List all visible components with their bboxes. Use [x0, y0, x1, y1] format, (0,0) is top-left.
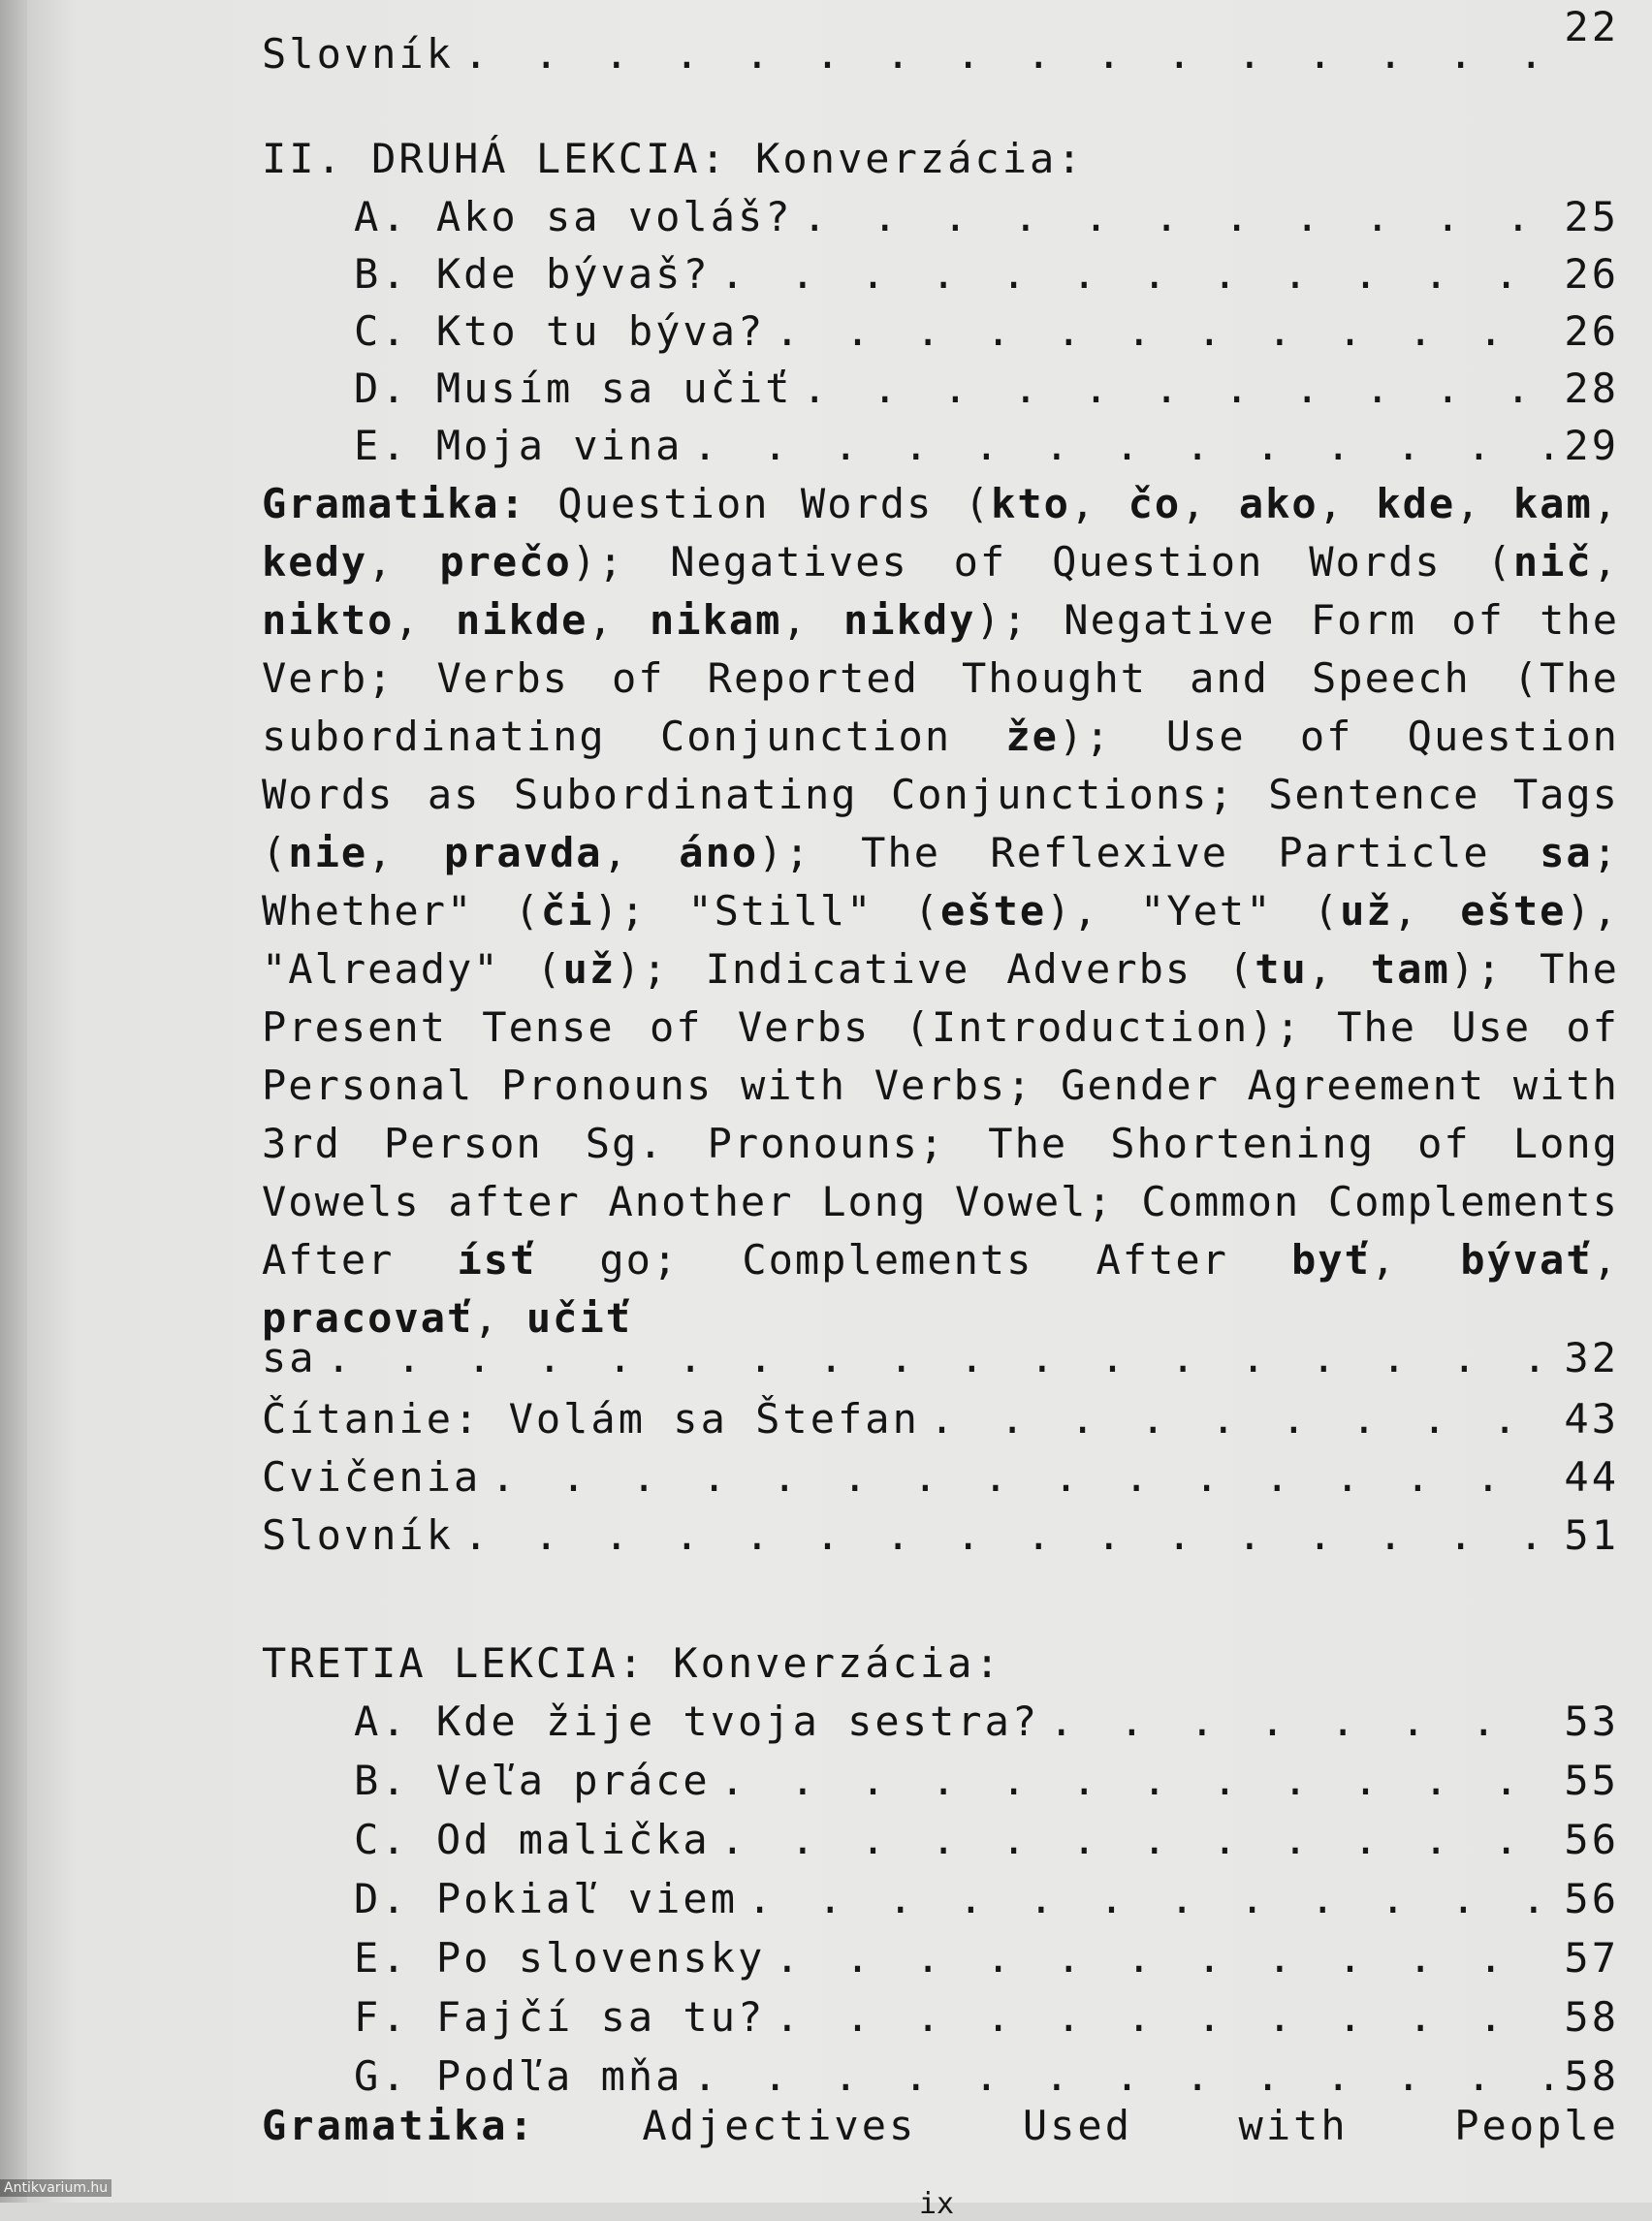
toc-entry-label: B. Veľa práce — [354, 1757, 711, 1804]
toc-entry — [354, 297, 1619, 355]
toc-entry-page: 56 — [1561, 1816, 1619, 1863]
grammar-text: Question Words (kto, čo, ako, kde, kam, kedy, prečo); Negatives of Question Words (nič, nikto, nikde, nikam, nikdy); Negative Form of the Verb; Verbs of Reported Thought and Speech (The subordinating Conjunction že); Use of Question Words as Subordinating Conjunctions; Sentence Tags (nie, pravda, áno); The Reflexive Particle sa; Whether" (či); "Still" (ešte), "Yet" (už, ešte), "Already" (už); Indicative Adverbs (tu, tam); The Present Tense of Verbs (Introduction); The Use of Personal Pronouns with Verbs; Gender Agreement with 3rd Person Sg. Pronouns; The Shortening of Long Vowels after Another Long Vowel; Common Complements After ísť go; Complements After byť, bývať, pracovať, učiť — [262, 480, 1619, 1342]
dot-leader — [692, 422, 1551, 469]
toc-entry-page: 57 — [1561, 1934, 1619, 1982]
dot-leader — [720, 1816, 1551, 1863]
grammar-label: Gramatika: — [262, 480, 526, 527]
dot-leader — [720, 1757, 1551, 1804]
grammar-paragraph — [262, 475, 1619, 1348]
book-binding — [0, 0, 27, 2203]
toc-entry-page: 22 — [1561, 3, 1619, 50]
dot-leader — [775, 307, 1551, 355]
toc-entry-label: E. Po slovensky — [354, 1934, 765, 1982]
toc-entry-label: Cvičenia — [262, 1453, 481, 1501]
toc-entry-page: 26 — [1561, 307, 1619, 355]
dot-leader — [463, 30, 1551, 78]
toc-entry — [262, 1384, 1619, 1443]
watermark: Antikvarium.hu — [0, 2179, 111, 2197]
dot-leader — [1049, 1697, 1551, 1745]
dot-leader — [803, 193, 1551, 240]
toc-entry-label: Slovník — [262, 1511, 454, 1559]
toc-entry — [354, 411, 1619, 469]
document-page — [27, 0, 1652, 2203]
dot-leader — [463, 1511, 1551, 1559]
toc-entry-label: D. Pokiaľ viem — [354, 1875, 738, 1922]
toc-entry — [354, 1923, 1619, 1982]
toc-entry-label: C. Od malička — [354, 1816, 711, 1863]
toc-entry-label: F. Fajčí sa tu? — [354, 1993, 765, 2041]
dot-leader — [491, 1453, 1551, 1501]
toc-entry-page: 26 — [1561, 250, 1619, 298]
toc-entry-label: A. Ako sa voláš? — [354, 193, 793, 240]
dot-leader — [327, 1334, 1551, 1381]
dot-leader — [803, 365, 1551, 412]
toc-entry — [354, 1983, 1619, 2041]
toc-entry-label: E. Moja vina — [354, 422, 683, 469]
toc-entry — [354, 2042, 1619, 2100]
dot-leader — [775, 1934, 1551, 1982]
toc-entry-label: Slovník — [262, 30, 454, 78]
toc-entry-label: D. Musím sa učiť — [354, 365, 793, 412]
toc-entry — [262, 1443, 1619, 1501]
toc-entry — [354, 1746, 1619, 1804]
toc-entry-label: Čítanie: Volám sa Štefan — [262, 1395, 920, 1443]
dot-leader — [692, 2052, 1551, 2100]
toc-entry-label: B. Kde bývaš? — [354, 250, 711, 298]
toc-entry-page: 29 — [1561, 422, 1619, 469]
toc-entry-page: 55 — [1561, 1757, 1619, 1804]
toc-entry — [354, 1805, 1619, 1863]
toc-entry-page: 51 — [1561, 1511, 1619, 1559]
grammar-line: Gramatika: Adjectives Used with People — [262, 2102, 1619, 2149]
toc-entry — [262, 1501, 1619, 1559]
toc-entry — [354, 182, 1619, 240]
lesson-heading: TRETIA LEKCIA: Konverzácia: — [262, 1629, 1619, 1687]
toc-entry-page: 58 — [1561, 1993, 1619, 2041]
toc-entry-page: 44 — [1561, 1453, 1619, 1501]
dot-leader — [930, 1395, 1551, 1443]
toc-entry-page: 28 — [1561, 365, 1619, 412]
dot-leader — [747, 1875, 1551, 1922]
toc-entry-label: G. Podľa mňa — [354, 2052, 683, 2100]
toc-entry-page: 43 — [1561, 1395, 1619, 1443]
toc-entry-page: 25 — [1561, 193, 1619, 240]
dot-leader — [775, 1993, 1551, 2041]
toc-entry-label: A. Kde žije tvoja sestra? — [354, 1697, 1039, 1745]
toc-entry — [262, 19, 1619, 78]
lesson-heading: II. DRUHÁ LEKCIA: Konverzácia: — [262, 124, 1619, 182]
toc-entry-page: 58 — [1561, 2052, 1619, 2100]
toc-entry — [354, 1687, 1619, 1745]
toc-entry-page: 53 — [1561, 1697, 1619, 1745]
toc-entry — [354, 354, 1619, 412]
toc-entry: sa . . . 32 — [262, 1323, 1619, 1381]
toc-entry — [354, 239, 1619, 298]
dot-leader — [720, 250, 1551, 298]
page-number: ix — [919, 2187, 954, 2221]
toc-entry-page: 56 — [1561, 1875, 1619, 1922]
toc-entry — [354, 1864, 1619, 1922]
toc-entry-label: C. Kto tu býva? — [354, 307, 765, 355]
